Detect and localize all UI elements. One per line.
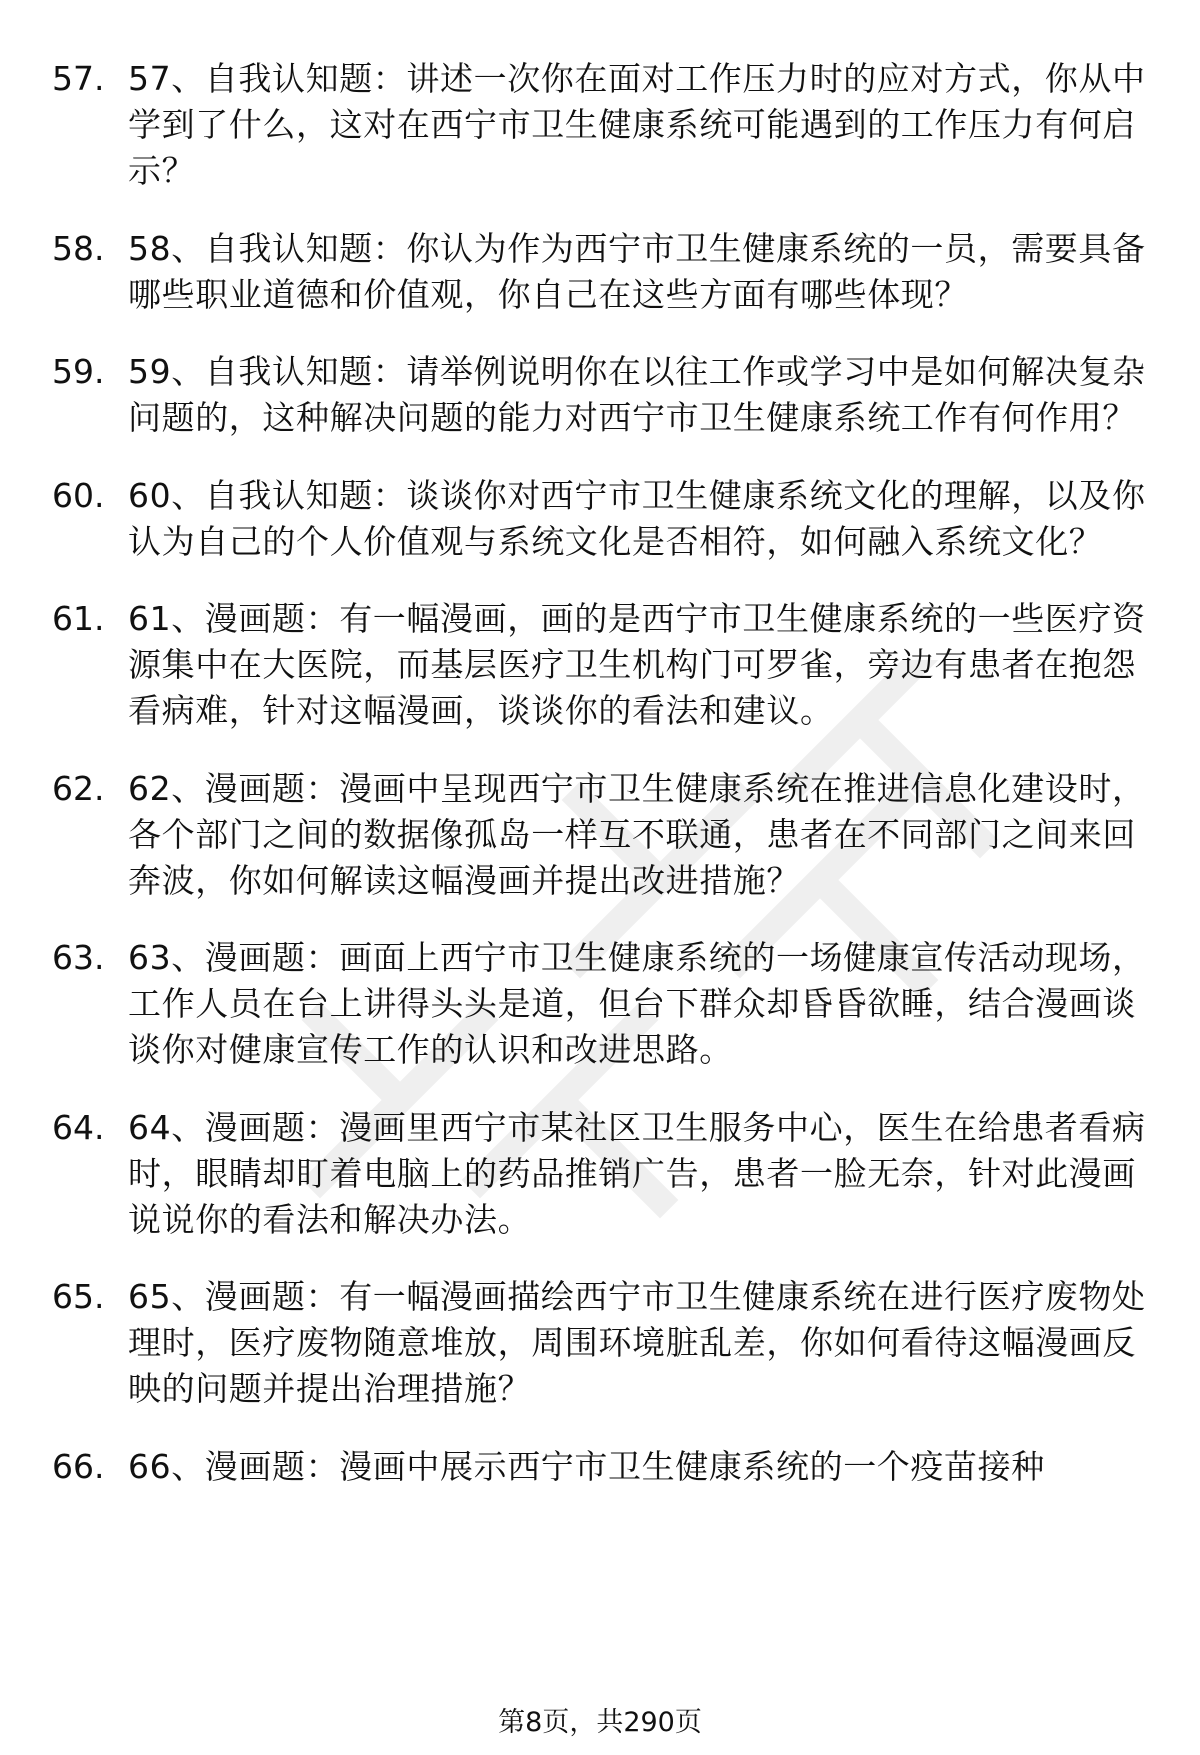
question-number: 58.	[52, 228, 105, 268]
list-item	[52, 1444, 1152, 1490]
list-item	[52, 1105, 1152, 1243]
page-footer: 第8页，共290页	[498, 1707, 702, 1738]
list-item	[52, 56, 1152, 194]
question-text: 61、漫画题：有一幅漫画，画的是西宁市卫生健康系统的一些医疗资源集中在大医院，而基层医疗卫生机构门可罗雀，旁边有患者在抱怨看病难，针对这幅漫画，谈谈你的看法和建议。	[128, 599, 1146, 730]
list-item	[52, 473, 1152, 565]
list-item	[52, 1274, 1152, 1412]
question-text: 65、漫画题：有一幅漫画描绘西宁市卫生健康系统在进行医疗废物处理时，医疗废物随意堆放，周围环境脏乱差，你如何看待这幅漫画反映的问题并提出治理措施？	[128, 1277, 1146, 1408]
question-text: 59、自我认知题：请举例说明你在以往工作或学习中是如何解决复杂问题的，这种解决问题的能力对西宁市卫生健康系统工作有何作用？	[128, 352, 1146, 437]
question-number: 57.	[52, 59, 105, 98]
list-item	[52, 596, 1152, 734]
question-number: 60.	[52, 475, 105, 515]
question-number: 61.	[52, 599, 105, 638]
question-number: 65.	[52, 1277, 105, 1316]
question-text: 57、自我认知题：讲述一次你在面对工作压力时的应对方式，你从中学到了什么，这对在西宁市卫生健康系统可能遇到的工作压力有何启示？	[128, 59, 1146, 190]
question-text: 66、漫画题：漫画中展示西宁市卫生健康系统的一个疫苗接种	[128, 1446, 1045, 1486]
question-text: 62、漫画题：漫画中呈现西宁市卫生健康系统在推进信息化建设时，各个部门之间的数据像孤岛一样互不联通，患者在不同部门之间来回奔波，你如何解读这幅漫画并提出改进措施？	[128, 768, 1146, 900]
question-text: 58、自我认知题：你认为作为西宁市卫生健康系统的一员，需要具备哪些职业道德和价值观，你自己在这些方面有哪些体现？	[128, 228, 1146, 314]
question-text: 60、自我认知题：谈谈你对西宁市卫生健康系统文化的理解，以及你认为自己的个人价值观与系统文化是否相符，如何融入系统文化？	[128, 475, 1146, 561]
question-number: 63.	[52, 938, 105, 977]
list-item	[52, 766, 1152, 904]
question-text: 64、漫画题：漫画里西宁市某社区卫生服务中心，医生在给患者看病时，眼睛却盯着电脑上的药品推销广告，患者一脸无奈，针对此漫画说说你的看法和解决办法。	[128, 1107, 1146, 1239]
list-item	[52, 935, 1152, 1073]
question-number: 59.	[52, 352, 105, 391]
question-number: 66.	[52, 1446, 105, 1486]
question-list	[52, 56, 1152, 1521]
question-number: 62.	[52, 768, 105, 808]
question-number: 64.	[52, 1107, 105, 1147]
question-text: 63、漫画题：画面上西宁市卫生健康系统的一场健康宣传活动现场，工作人员在台上讲得头头是道，但台下群众却昏昏欲睡，结合漫画谈谈你对健康宣传工作的认识和改进思路。	[128, 938, 1146, 1069]
list-item	[52, 226, 1152, 318]
list-item	[52, 349, 1152, 441]
